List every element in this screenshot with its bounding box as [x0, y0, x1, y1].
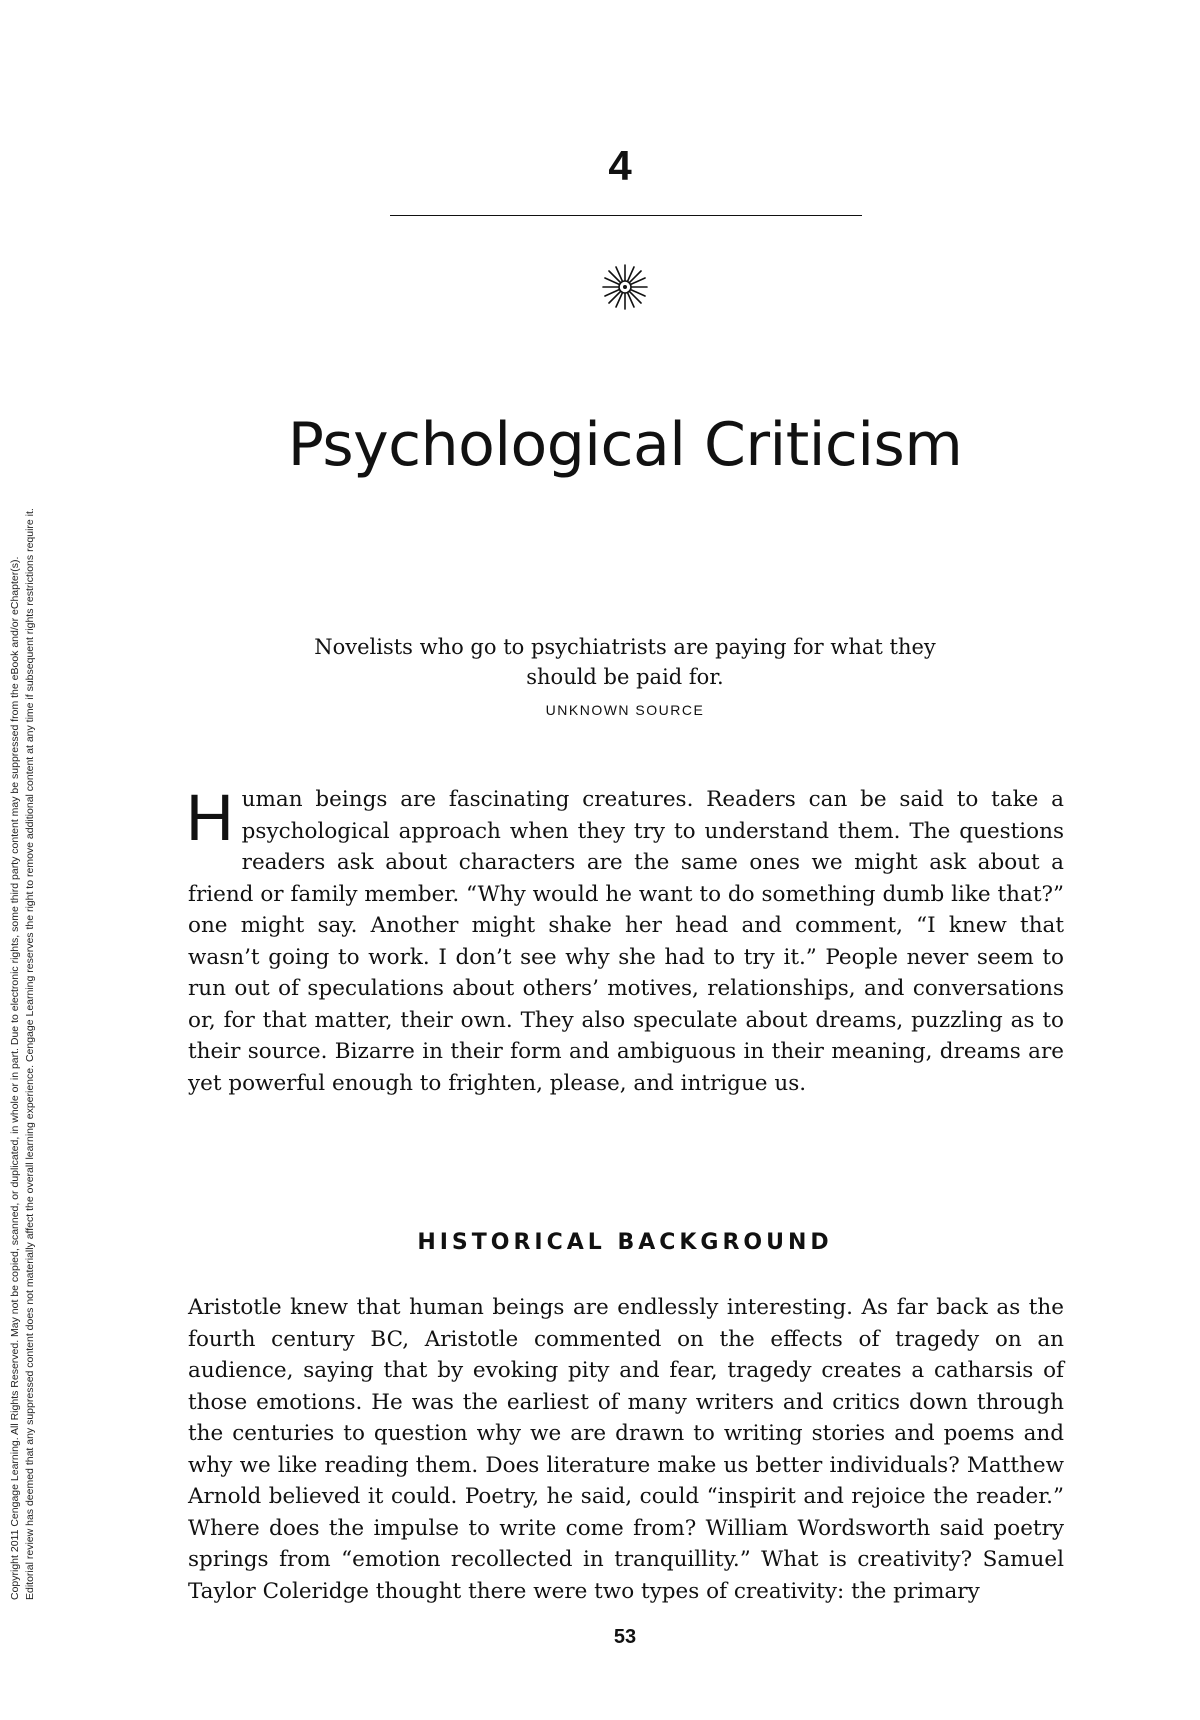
chapter-number: 4	[608, 142, 632, 189]
section-paragraph	[188, 1292, 1064, 1607]
star-ornament-icon	[600, 262, 650, 312]
intro-paragraph	[186, 780, 1064, 1099]
epigraph-quote: Novelists who go to psychiatrists are paying for what they should be paid for.	[314, 635, 936, 689]
intro-text: uman beings are fascinating creatures. Readers can be said to take a psychological approach when they try to understand them. The questions readers ask about characters are the same ones we might ask about a friend or family member. “Why would he want to do something dumb like that?” one might say. Another might shake her head and comment, “I knew that wasn’t going to work. I don’t see why she had to try it.” People never seem to run out of speculations about others’ motives, relationships, and conversations or, for that matter, their own. They also speculate about dreams, puzzling as to their source. Bizarre in their form and ambiguous in their meaning, dreams are yet powerful enough to frighten, please, and intrigue us.	[188, 787, 1064, 1096]
epigraph-source: UNKNOWN SOURCE	[545, 702, 705, 718]
page-number: 53	[613, 1626, 637, 1648]
copyright-line-2: Editorial review has deemed that any suppressed content does not materially affect the overall learning experience. Cengage Learning reserves the right to remove additional content at any time if subsequent rights restrictions require it.	[24, 508, 36, 1600]
drop-cap: H	[186, 780, 234, 854]
copyright-notice	[8, 80, 38, 1600]
chapter-title: Psychological Criticism	[287, 410, 963, 480]
section-heading: HISTORICAL BACKGROUND	[417, 1230, 833, 1255]
chapter-rule	[390, 215, 862, 216]
copyright-line-1: Copyright 2011 Cengage Learning. All Rights Reserved. May not be copied, scanned, or duplicated, in whole or in part. Due to electronic rights, some third party content may be suppressed from the eBook and/or eChapter(s).	[9, 556, 21, 1600]
section-text: Aristotle knew that human beings are endlessly interesting. As far back as the fourth century BC, Aristotle commented on the effects of tragedy on an audience, saying that by evoking pity and fear, tragedy creates a catharsis of those emotions. He was the earliest of many writers and critics down through the centuries to question why we are drawn to writing stories and poems and why we like reading them. Does literature make us better individuals? Matthew Arnold believed it could. Poetry, he said, could “inspirit and rejoice the reader.” Where does the impulse to write come from? William Wordsworth said poetry springs from “emotion recollected in tranquillity.” What is creativity? Samuel Taylor Coleridge thought there were two types of creativity: the primary	[188, 1295, 1064, 1604]
